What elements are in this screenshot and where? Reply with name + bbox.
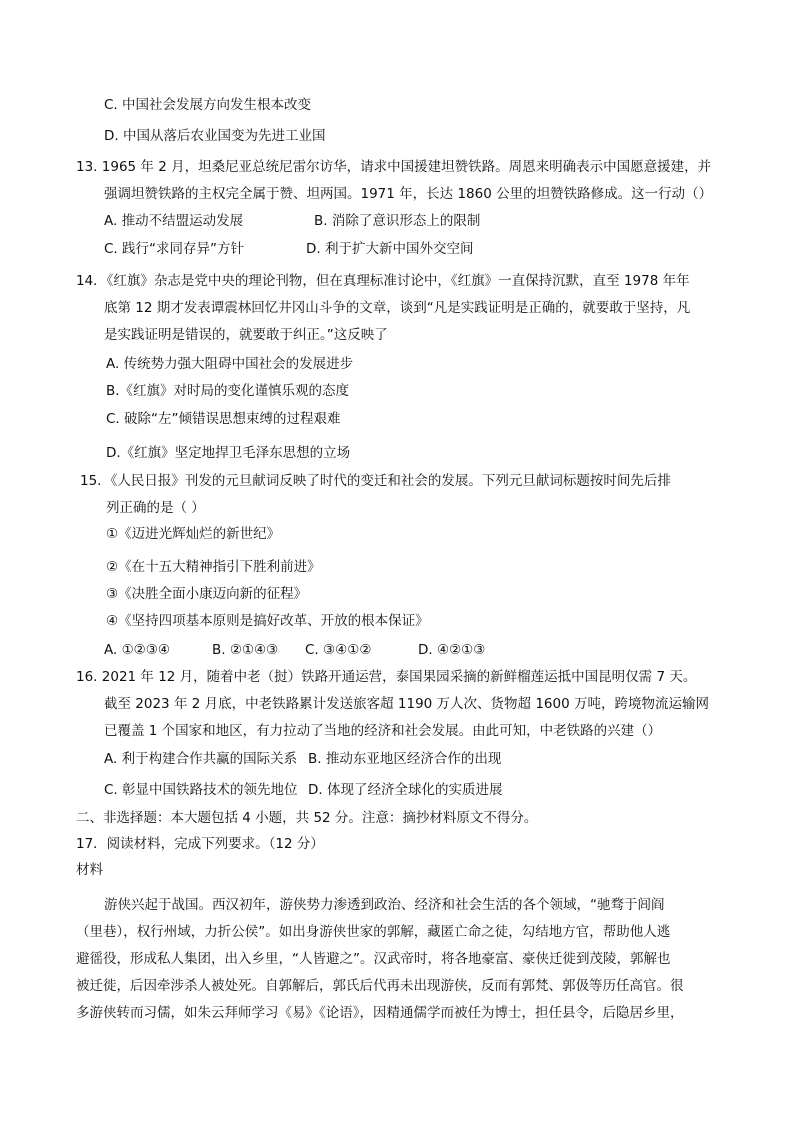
- q17-paragraph-line2: （里巷），权行州域，力折公侯”。如出身游侠世家的郭解，藏匿亡命之徒，勾结地方官，帮助他人逃: [76, 924, 671, 940]
- q16-option-a: A. 利于构建合作共赢的国际关系: [104, 751, 298, 767]
- q13-option-d: D. 利于扩大新中国外交空间: [306, 241, 474, 257]
- q13-option-a: A. 推动不结盟运动发展: [104, 213, 244, 229]
- q16-stem-line3: 已覆盖 1 个国家和地区，有力拉动了当地的经济和社会发展。由此可知，中老铁路的兴建（）: [104, 723, 662, 739]
- q14-option-d: D.《红旗》坚定地捍卫毛泽东思想的立场: [106, 445, 351, 461]
- q16-stem-line2: 截至 2023 年 2 月底，中老铁路累计发送旅客超 1190 万人次、货物超 1600 万吨，跨境物流运输网: [104, 696, 709, 712]
- q14-stem-line1: 14．《红旗》杂志是党中央的理论刊物，但在真理标准讨论中，《红旗》一直保持沉默，直至 1978 年年: [76, 273, 690, 289]
- q12-option-c: C. 中国社会发展方向发生根本改变: [104, 97, 312, 113]
- q17-material-label: 材料: [76, 862, 103, 878]
- q15-option-d: D. ④②①③: [418, 642, 486, 658]
- q14-option-c: C. 破除“左”倾错误思想束缚的过程艰难: [106, 411, 341, 427]
- q17-paragraph-line5: 多游侠转而习儒，如朱云拜师学习《易》《论语》，因精通儒学而被任为博士，担任县令，后隐居乡里，: [76, 1005, 684, 1021]
- q15-item-1: ①《迈进光辉灿烂的新世纪》: [106, 526, 281, 542]
- q13-option-c: C. 践行“求同存异”方针: [104, 241, 244, 257]
- q15-stem-line2: 列正确的是（ ）: [106, 500, 205, 516]
- q17-paragraph-line3: 避徭役，形成私人集团，出入乡里，“人皆避之”。汉武帝时，将各地豪富、豪侠迁徙到茂陵，郭解也: [76, 951, 671, 967]
- q15-option-a: A. ①②③④: [104, 642, 170, 658]
- q17-prompt: 17．阅读材料，完成下列要求。（12 分）: [76, 836, 324, 852]
- q17-paragraph-line4: 被迁徙，后因牵涉杀人被处死。自郭解后，郭氏后代再未出现游侠，反而有郭梵、郭伋等历任高官。很: [76, 978, 684, 994]
- q14-stem-line3: 是实践证明是错误的，就要敢于纠正。”这反映了: [104, 327, 388, 343]
- q15-option-b: B. ②①④③: [212, 642, 279, 658]
- q14-stem-line2: 底第 12 期才发表谭震林回忆井冈山斗争的文章，谈到“凡是实践证明是正确的，就要敢于坚持，凡: [104, 300, 691, 316]
- q15-item-3: ③《决胜全面小康迈向新的征程》: [106, 586, 308, 602]
- q16-option-d: D. 体现了经济全球化的实质进展: [308, 782, 503, 798]
- q13-stem-line1: 13. 1965 年 2 月，坦桑尼亚总统尼雷尔访华，请求中国援建坦赞铁路。周恩来明确表示中国愿意援建，并: [76, 159, 712, 175]
- q12-option-d: D. 中国从落后农业国变为先进工业国: [104, 128, 326, 144]
- q17-paragraph-line1: 游侠兴起于战国。西汉初年，游侠势力渗透到政治、经济和社会生活的各个领域，“驰骛于闾阎: [104, 897, 665, 913]
- q16-stem-line1: 16. 2021 年 12 月，随着中老（挝）铁路开通运营，泰国果园采摘的新鲜榴莲运抵中国昆明仅需 7 天。: [76, 669, 697, 685]
- q13-stem-line2: 强调坦赞铁路的主权完全属于赞、坦两国。1971 年，长达 1860 公里的坦赞铁路修成。这一行动（）: [104, 186, 713, 202]
- q16-option-b: B. 推动东亚地区经济合作的出现: [308, 751, 502, 767]
- q15-stem-line1: 15．《人民日报》刊发的元旦献词反映了时代的变迁和社会的发展。下列元旦献词标题按时间先后排: [80, 473, 671, 489]
- q14-option-a: A. 传统势力强大阻碍中国社会的发展进步: [106, 356, 354, 372]
- q13-option-b: B. 消除了意识形态上的限制: [314, 213, 481, 229]
- q15-item-2: ②《在十五大精神指引下胜利前进》: [106, 559, 321, 575]
- q15-item-4: ④《坚持四项基本原则是搞好改革、开放的根本保证》: [106, 613, 429, 629]
- section2-heading: 二、非选择题：本大题包括 4 小题，共 52 分。注意：摘抄材料原文不得分。: [76, 810, 538, 826]
- q15-option-c: C. ③④①②: [305, 642, 372, 658]
- q16-option-c: C. 彰显中国铁路技术的领先地位: [104, 782, 298, 798]
- q14-option-b: B.《红旗》对时局的变化谨慎乐观的态度: [106, 383, 350, 399]
